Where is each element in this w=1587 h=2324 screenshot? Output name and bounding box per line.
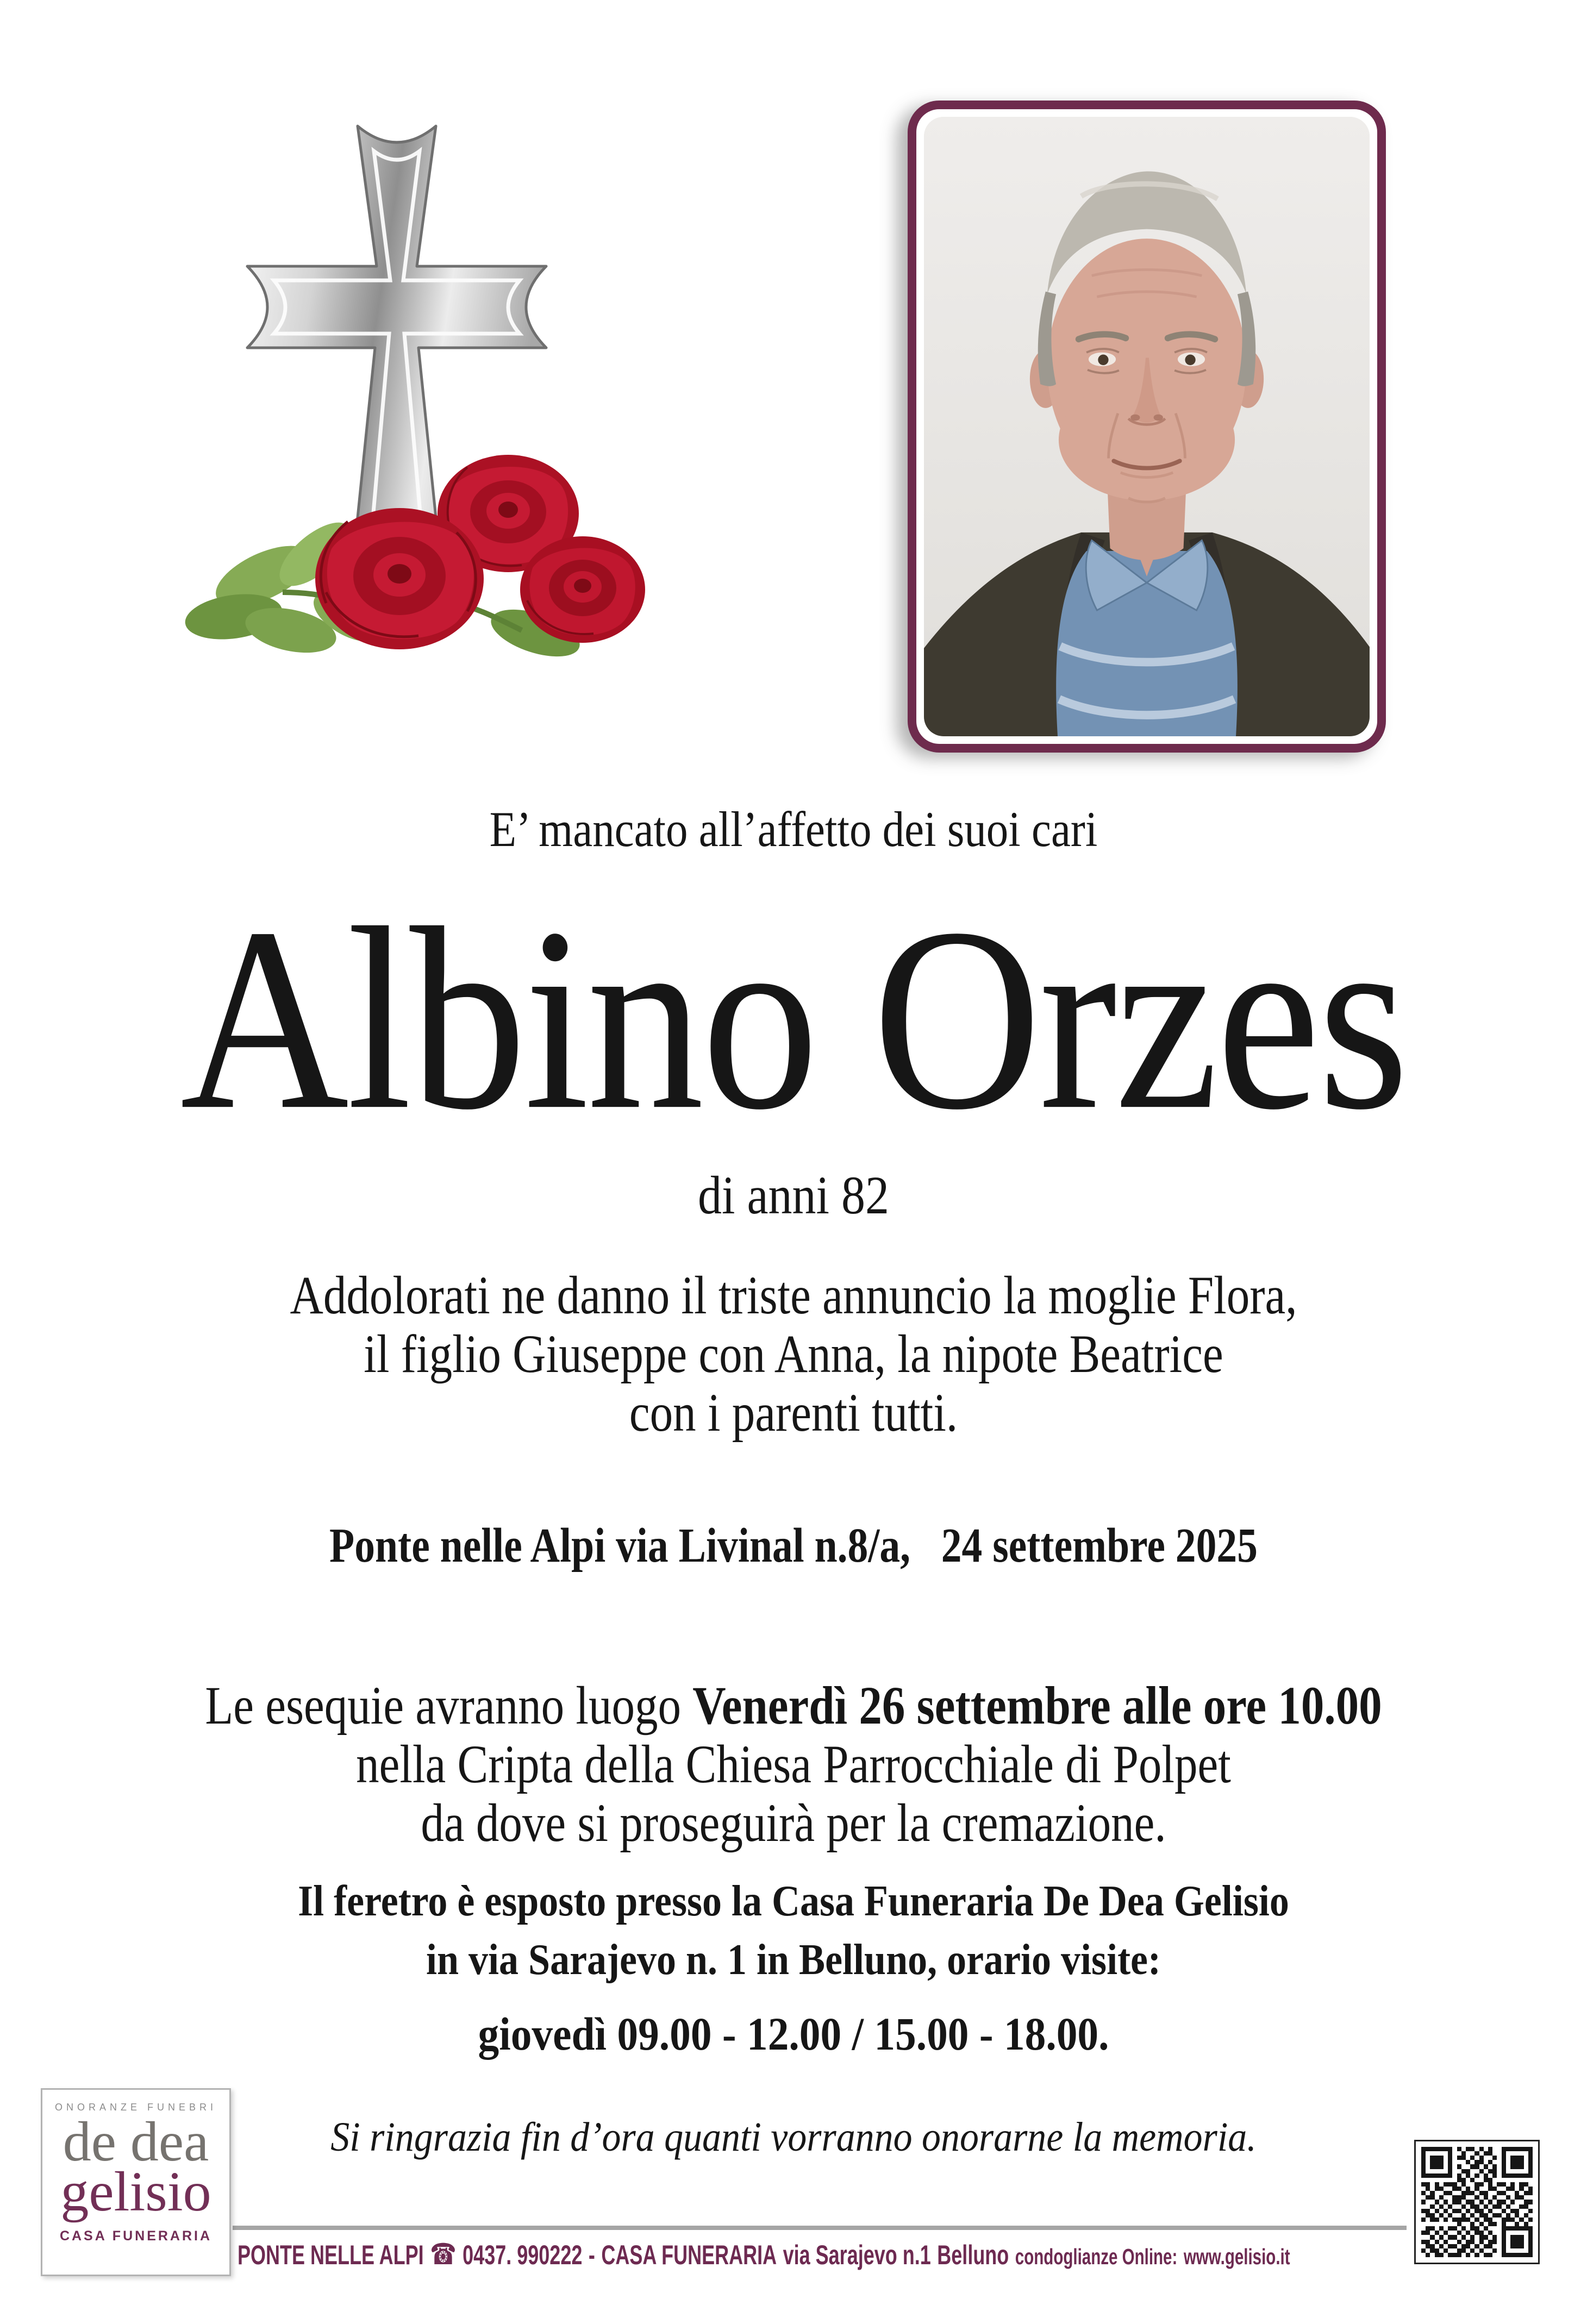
funeral-line-1-regular: Le esequie avranno luogo bbox=[205, 1675, 693, 1736]
logo-name-dedea: de dea bbox=[63, 2110, 209, 2173]
funeral-line-1-bold: Venerdì 26 settembre alle ore 10.00 bbox=[692, 1675, 1382, 1736]
intro-line: E’ mancato all’affetto dei suoi cari bbox=[489, 801, 1098, 857]
funeral-line-1 bbox=[119, 1676, 1468, 1735]
age-line: di anni 82 bbox=[698, 1165, 889, 1225]
cross-roses-image bbox=[152, 87, 647, 674]
deceased-name: Albino Orzes bbox=[180, 874, 1407, 1164]
footer-online-label: condoglianze Online: bbox=[1015, 2244, 1178, 2269]
funeral-home-logo bbox=[41, 2088, 231, 2276]
announcement-line: il figlio Giuseppe con Anna, la nipote Beatrice bbox=[364, 1324, 1223, 1384]
footer-divider bbox=[233, 2226, 1407, 2230]
logo-name-gelisio: gelisio bbox=[60, 2160, 211, 2223]
footer-dash: - bbox=[588, 2239, 595, 2270]
logo-casa-funeraria: CASA FUNERARIA bbox=[59, 2228, 213, 2244]
viewing-line-2: in via Sarajevo n. 1 in Belluno, orario visite: bbox=[426, 1936, 1161, 1984]
viewing-line-1: Il feretro è esposto presso la Casa Funeraria De Dea Gelisio bbox=[298, 1877, 1289, 1925]
family-announcement bbox=[119, 1266, 1468, 1442]
footer-location: PONTE NELLE ALPI bbox=[238, 2239, 424, 2270]
funeral-details bbox=[119, 1676, 1468, 1852]
funeral-line-3: da dove si proseguirà per la cremazione. bbox=[421, 1793, 1166, 1853]
logo-tagline: ONORANZE FUNEBRI bbox=[54, 2102, 217, 2113]
funeral-line-2: nella Cripta della Chiesa Parrocchiale di Polpet bbox=[356, 1734, 1231, 1794]
place-date-line: Ponte nelle Alpi via Livinal n.8/a, 24 settembre 2025 bbox=[329, 1519, 1258, 1573]
footer-contact bbox=[238, 2231, 1587, 2277]
footer-facility: CASA FUNERARIA bbox=[601, 2239, 777, 2270]
visiting-hours: giovedì 09.00 - 12.00 / 15.00 - 18.00. bbox=[478, 2008, 1109, 2060]
announcement-line: con i parenti tutti. bbox=[629, 1382, 958, 1443]
portrait-photo bbox=[908, 101, 1386, 753]
footer-city: Belluno bbox=[937, 2239, 1009, 2270]
footer-address: via Sarajevo n.1 bbox=[783, 2239, 931, 2270]
viewing-details bbox=[79, 1872, 1508, 1989]
announcement-line: Addolorati ne danno il triste annuncio la moglie Flora, bbox=[290, 1265, 1297, 1325]
qr-code-grid bbox=[1421, 2147, 1533, 2257]
thanks-line: Si ringrazia fin d’ora quanti vorranno onorarne la memoria. bbox=[330, 2114, 1257, 2160]
telephone-icon: ☎ bbox=[430, 2237, 457, 2271]
qr-code bbox=[1414, 2140, 1540, 2264]
portrait-illustration bbox=[924, 117, 1370, 736]
footer-website: www.gelisio.it bbox=[1183, 2244, 1290, 2269]
footer-phone: 0437. 990222 bbox=[463, 2239, 583, 2270]
